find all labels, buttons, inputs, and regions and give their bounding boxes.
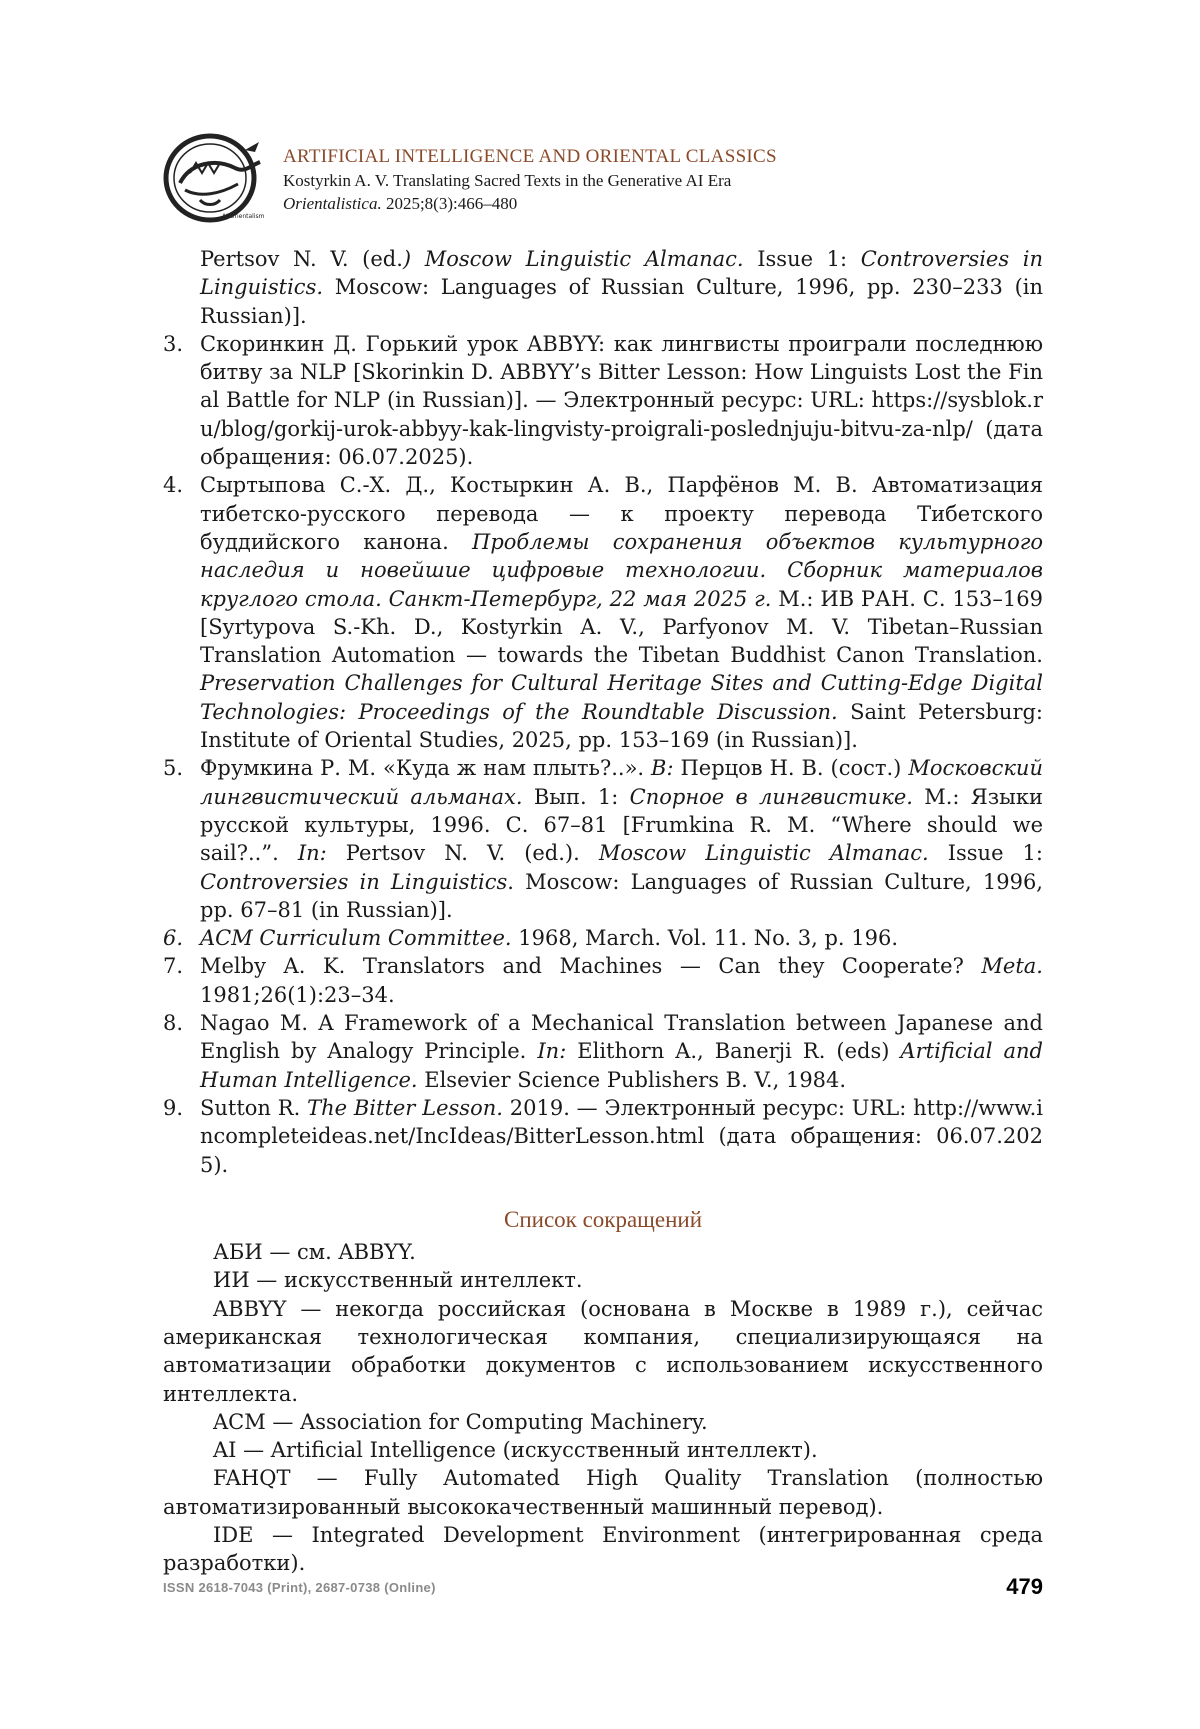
svg-text:AI Orientalism: AI Orientalism bbox=[222, 213, 265, 220]
article-citation: Orientalistica. 2025;8(3):466–480 bbox=[283, 194, 518, 213]
page-content bbox=[163, 245, 1043, 1578]
running-header bbox=[160, 128, 1060, 228]
reference-list bbox=[163, 245, 1043, 1179]
issn: ISSN 2618-7043 (Print), 2687-0738 (Online) bbox=[163, 1580, 436, 1595]
reference-4: 4. Сыртыпова С.-Х. Д., Костыркин А. В., Парфёнов М. В. Автоматизация тибетско-русского перевода — к проекту перевода Тибетского буддийского канона. Проблемы сохранения объектов культурного наследия и новейшие цифровые технологии. Сборник материалов круглого стола. Санкт-Петербург, 22 мая 2025 г. М.: ИВ РАН. С. 153–169 [Syrtypova S.-Kh. D., Kostyrkin A. V., Parfyonov M. V. Tibetan–Russian Translation Automation — towards the Tibetan Buddhist Canon Translation. Preservation Challenges for Cultural Heritage Sites and Cutting-Edge Digital Technologies: Proceedings of the Roundtable Discussion. Saint Petersburg: Institute of Oriental Studies, 2025, pp. 153–169 (in Russian)]. bbox=[163, 473, 1043, 753]
abbreviation-item: АБИ — см. ABBYY. bbox=[213, 1240, 416, 1265]
abbreviation-item: IDE — Integrated Development Environment (интегрированная среда разработки). bbox=[163, 1523, 1043, 1576]
reference-6: 6. ACM Curriculum Committee. 1968, March. Vol. 11. No. 3, p. 196. bbox=[163, 926, 899, 951]
abbreviation-item: AI — Artificial Intelligence (искусственный интеллект). bbox=[213, 1438, 818, 1463]
reference-5: 5. Фрумкина Р. М. «Куда ж нам плыть?..». В: Перцов Н. В. (сост.) Московский лингвистический альманах. Вып. 1: Спорное в лингвистике. М.: Языки русской культуры, 1996. С. 67–81 [Frumkina R. M. “Where should we sail?..”. In: Pertsov N. V. (ed.). Moscow Linguistic Almanac. Issue 1: Controversies in Linguistics. Moscow: Languages of Russian Culture, 1996, pp. 67–81 (in Russian)]. bbox=[163, 756, 1043, 922]
abbreviations-list bbox=[163, 1238, 1043, 1578]
page-number: 479 bbox=[1006, 1574, 1043, 1599]
abbreviation-item: ИИ — искусственный интеллект. bbox=[213, 1268, 583, 1293]
journal-logo bbox=[160, 128, 270, 232]
reference-3: 3. Скоринкин Д. Горький урок ABBYY: как лингвисты проиграли последнюю битву за NLP [Skorinkin D. ABBYY’s Bitter Lesson: How Linguists Lost the Final Battle for NLP (in Russian)]. — Электронный ресурс: URL: https://sysblok.ru/blog/gorkij-urok-abbyy-kak-lingvisty-proigrali-poslednjuju-bitvu-za-nlp/ (дата обращения: 06.07.2025). bbox=[163, 331, 1043, 470]
reference-8: 8. Nagao M. A Framework of a Mechanical Translation between Japanese and English by Analogy Principle. In: Elithorn A., Banerji R. (eds) Artificial and Human Intelligence. Elsevier Science Publishers B. V., 1984. bbox=[163, 1011, 1043, 1092]
abbreviation-item: FAHQT — Fully Automated High Quality Translation (полностью автоматизированный высококачественный машинный перевод). bbox=[163, 1466, 1043, 1519]
journal-title: ARTIFICIAL INTELLIGENCE AND ORIENTAL CLASSICS bbox=[283, 146, 777, 167]
abbreviations-heading: Список сокращений bbox=[503, 1206, 703, 1232]
article-title: Kostyrkin A. V. Translating Sacred Texts in the Generative AI Era bbox=[283, 171, 732, 190]
reference-9: 9. Sutton R. The Bitter Lesson. 2019. — Электронный ресурс: URL: http://www.incompleteideas.net/IncIdeas/BitterLesson.html (дата обращения: 06.07.2025). bbox=[163, 1095, 1044, 1177]
abbreviation-item: ACM — Association for Computing Machinery. bbox=[213, 1409, 708, 1434]
page-footer bbox=[163, 1574, 1043, 1604]
reference-continuation: Pertsov N. V. (ed.) Moscow Linguistic Almanac. Issue 1: Controversies in Linguistics. Moscow: Languages of Russian Culture, 1996, pp. 230–233 (in Russian)]. bbox=[200, 247, 1043, 328]
abbreviation-item: ABBYY — некогда российская (основана в Москве в 1989 г.), сейчас американская технологическая компания, специализирующаяся на автоматизации обработки документов с использованием искусственного интеллекта. bbox=[163, 1296, 1043, 1406]
reference-7: 7. Melby A. K. Translators and Machines — Can they Cooperate? Meta. 1981;26(1):23–34. bbox=[163, 954, 1043, 1007]
